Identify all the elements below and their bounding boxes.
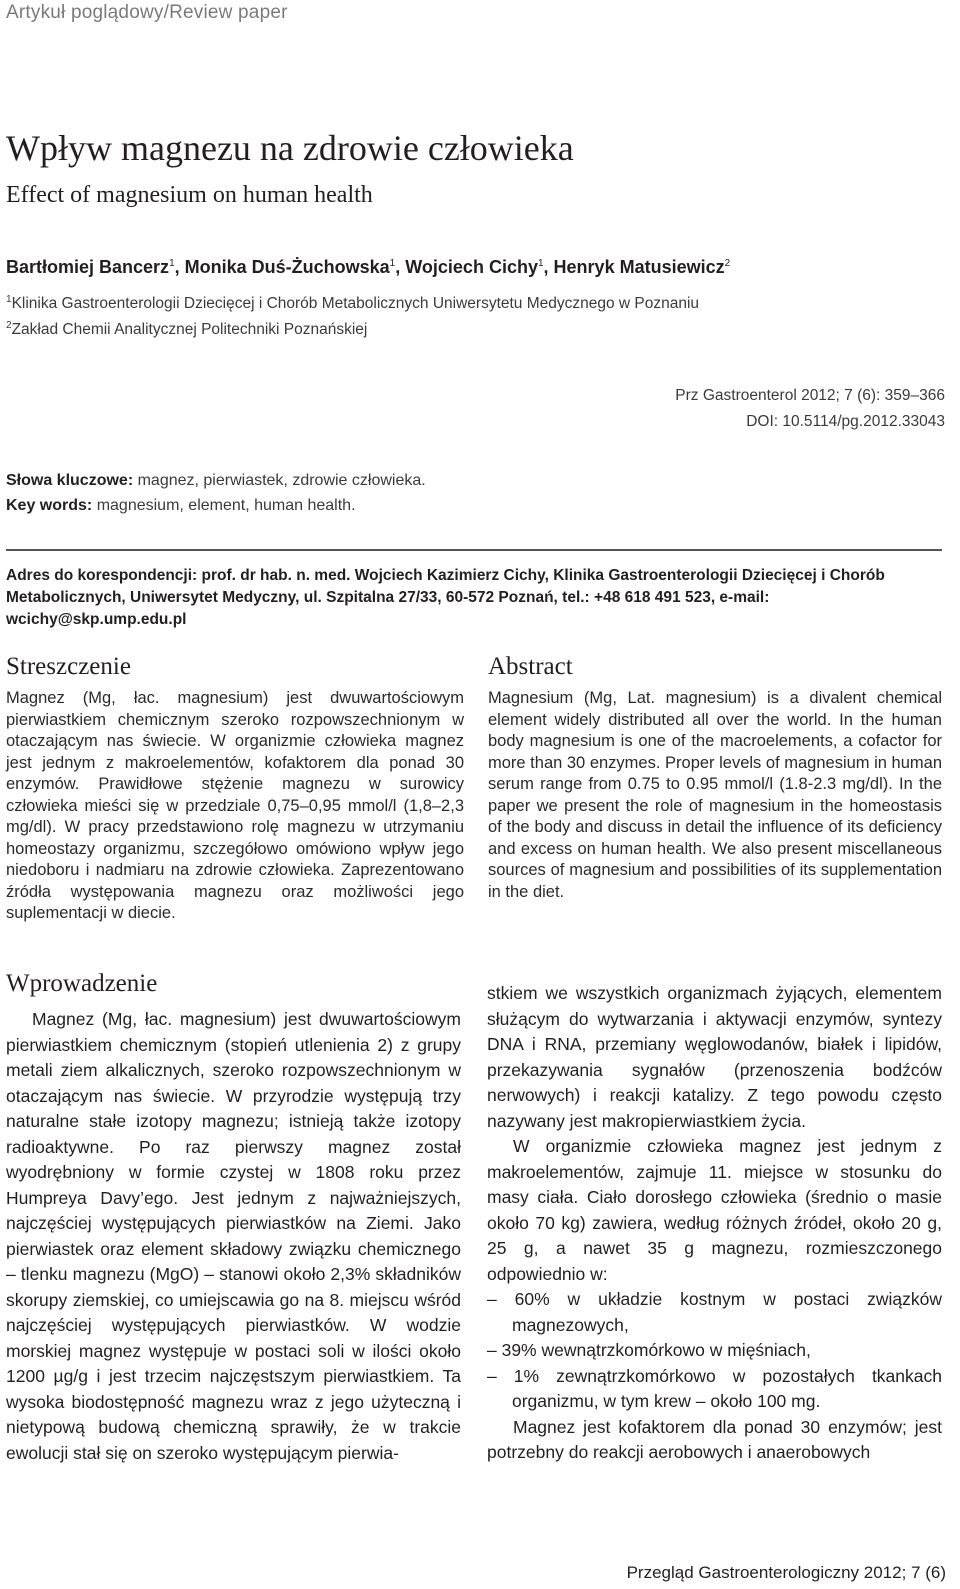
affiliation-text: Klinika Gastroenterologii Dziecięcej i Chorób Metabolicznych Uniwersytetu Medycznego w Poznaniu bbox=[11, 295, 700, 313]
keywords-text: magnesium, element, human health. bbox=[92, 497, 356, 514]
keywords-text: magnez, pierwiastek, zdrowie człowieka. bbox=[133, 472, 426, 489]
author-affiliation-mark: 1 bbox=[537, 258, 544, 269]
correspondence bbox=[6, 565, 946, 631]
divider bbox=[6, 549, 942, 551]
streszczenie-heading: Streszczenie bbox=[6, 653, 131, 680]
author-list: Bartłomiej Bancerz$^1$, Monika Duś-Żuchowska$^1$, Wojciech Cichy$^1$, Henryk Matusiewicz$^2$ bbox=[6, 257, 731, 277]
wprowadzenie-heading: Wprowadzenie bbox=[6, 970, 158, 997]
abstract-heading: Abstract bbox=[488, 653, 573, 680]
correspondence-label: Adres do korespondencji: bbox=[6, 567, 198, 584]
paragraph: stkiem we wszystkich organizmach żyjących, elementem służącym do wytwarzania i aktywacji enzymów, syntezy DNA i RNA, przemiany węglowodanów, białek i lipidów, przekazywania sygnałów (przenoszenia bodźców nerwowych) i reakcji katalizy. Z tego powodu często nazywany jest makropierwiastkiem życia. bbox=[487, 983, 942, 1131]
paragraph: Magnez jest kofaktorem dla ponad 30 enzymów; jest potrzebny do reakcji aerobowych i anaerobowych bbox=[487, 1416, 942, 1462]
article-type-label: Artykuł poglądowy/Review paper bbox=[6, 2, 288, 23]
author-affiliation-mark: 2 bbox=[724, 258, 731, 269]
doi[interactable]: DOI: 10.5114/pg.2012.33043 bbox=[746, 413, 945, 430]
title-polish: Wpływ magnezu na zdrowie człowieka bbox=[6, 128, 574, 168]
wprowadzenie-column-2 bbox=[487, 981, 942, 1466]
paragraph: W organizmie człowieka magnez jest jednym z makroelementów, zajmuje 11. miejsce w stosunku do masy ciała. Ciało dorosłego człowieka (średnio o masie około 70 kg) zawiera, według różnych źródeł, około 20 g, 25 g, a nawet 35 g magnezu, rozmieszczonego odpowiednio w: bbox=[487, 1136, 942, 1284]
author-name: Henryk Matusiewicz bbox=[553, 257, 725, 277]
keywords-label: Słowa kluczowe: bbox=[6, 472, 134, 489]
keywords-english bbox=[6, 497, 356, 515]
author-affiliation-mark: 1 bbox=[169, 258, 175, 269]
footer-journal: Przegląd Gastroenterologiczny 2012; 7 (6) bbox=[626, 1563, 946, 1582]
affiliation-number: 2 bbox=[6, 320, 12, 331]
citation-block bbox=[675, 383, 945, 435]
list-item: – 1% zewnątrzkomórkowo w pozostałych tkankach organizmu, w tym krew – około 100 mg. bbox=[487, 1365, 942, 1411]
title-english: Effect of magnesium on human health bbox=[6, 182, 373, 208]
streszczenie-text: Magnez (Mg, łac. magnesium) jest dwuwartościowym pierwiastkiem chemicznym szeroko rozpowszechnionym w otaczającym nas świecie. W organizmie człowieka magnez jest jednym z makroelementów, kofaktorem dla ponad 30 enzymów. Prawidłowe stężenie magnezu w surowicy człowieka mieści się w przedziale 0,75–0,95 mmol/l (1,8–2,3 mg/dl). W pracy przedstawiono rolę magnezu w utrzymaniu homeostazy organizmu, szczegółowo omówiono wpływ jego niedoboru i nadmiaru na zdrowie człowieka. Zaprezentowano źródła występowania magnezu oraz możliwości jego suplementacji w diecie. bbox=[6, 689, 464, 922]
journal-citation: Prz Gastroenterol 2012; 7 (6): 359–366 bbox=[675, 387, 945, 404]
affiliation-text: Zakład Chemii Analitycznej Politechniki Poznańskiej bbox=[11, 321, 368, 339]
list-item: – 39% wewnątrzkomórkowo w mięśniach, bbox=[487, 1340, 811, 1360]
affiliation-2 bbox=[6, 320, 367, 339]
author-name: Bartłomiej Bancerz bbox=[6, 257, 170, 277]
affiliation-1 bbox=[6, 294, 699, 313]
wprowadzenie-column-1: Magnez (Mg, łac. magnesium) jest dwuwartościowym pierwiastkiem chemicznym (stopień utlenienia 2) z grupy metali ziem alkalicznych, szeroko rozpowszechnionym w otaczającym nas świecie. W przyrodzie występują trzy naturalne stałe izotopy magnezu; istnieją także izotopy radioaktywne. Po raz pierwszy magnez został wyodrębniony w formie czystej w 1808 roku przez Humpreya Davy’ego. Jest jednym z najważniejszych, najczęściej występujących pierwiastków na Ziemi. Jako pierwiastek oraz element składowy związku chemicznego – tlenku magnezu (MgO) – stanowi około 2,3% składników skorupy ziemskiej, co umiejscawia go na 8. miejscu wśród najczęściej występujących pierwiastków. W wodzie morskiej magnez występuje w postaci soli w ilości około 1200 µg/g i jest trzecim najczęstszym pierwiastkiem. Ta wysoka biodostępność magnezu wraz z jego użyteczną i nietypową budową chemiczną sprawiły, że w trakcie ewolucji stał się on szeroko występującym pierwia- bbox=[6, 1009, 461, 1463]
list-item: – 60% w układzie kostnym w postaci związków magnezowych, bbox=[487, 1289, 942, 1335]
author-name: Wojciech Cichy bbox=[405, 257, 538, 277]
author-name: Monika Duś-Żuchowska bbox=[184, 257, 390, 277]
correspondence-text: prof. dr hab. n. med. Wojciech Kazimierz Cichy, Klinika Gastroenterologii Dziecięcej i Chorób Metabolicznych, Uniwersytet Medyczny, ul. Szpitalna 27/33, 60-572 Poznań, tel.: +48 618 491 523, e-mail: wcichy@skp.ump.edu.pl bbox=[6, 567, 885, 628]
affiliation-number: 1 bbox=[6, 294, 12, 305]
abstract-text: Magnesium (Mg, Lat. magnesium) is a divalent chemical element widely distributed all over the world. In the human body magnesium is one of the macroelements, a cofactor for more than 30 enzymes. Proper levels of magnesium in human serum range from 0.75 to 0.95 mmol/l (1.8-2.3 mg/dl). In the paper we present the role of magnesium in the homeostasis of the body and discuss in detail the influence of its deficiency and excess on human health. We also present miscellaneous sources of magnesium and possibilities of its supplementation in the diet. bbox=[488, 689, 942, 901]
author-affiliation-mark: 1 bbox=[389, 258, 396, 269]
keywords-polish bbox=[6, 472, 426, 490]
keywords-label: Key words: bbox=[6, 497, 93, 514]
